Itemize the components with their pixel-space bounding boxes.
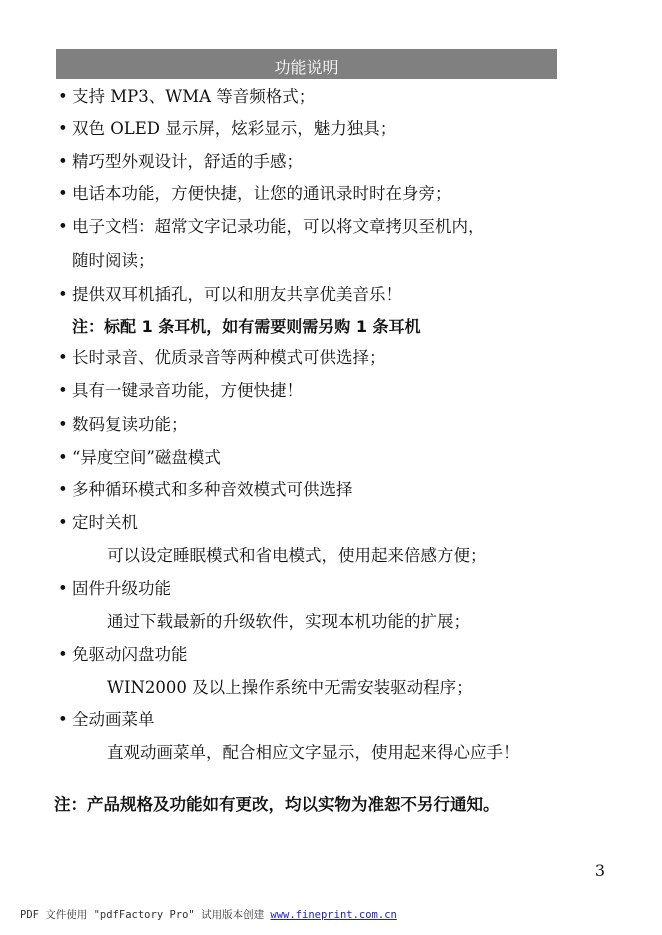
feature-text: 全动画菜单	[72, 710, 155, 729]
pdf-footer	[20, 907, 397, 923]
bullet: •	[58, 381, 68, 400]
feature-detail: 直观动画菜单，配合相应文字显示，使用起来得心应手！	[107, 743, 520, 762]
feature-item	[58, 86, 315, 108]
bullet: •	[58, 513, 68, 532]
feature-item	[58, 644, 188, 666]
feature-detail: 通过下载最新的升级软件，实现本机功能的扩展；	[107, 612, 470, 631]
footer-link[interactable]: www.fineprint.com.cn	[270, 909, 397, 921]
bullet: •	[58, 448, 68, 467]
footer-text: PDF 文件使用 "pdfFactory Pro" 试用版本创建	[20, 909, 265, 921]
feature-item	[58, 578, 171, 600]
bullet: •	[58, 152, 68, 171]
feature-item	[58, 709, 155, 731]
feature-item	[58, 479, 353, 501]
feature-item	[58, 512, 138, 534]
bullet: •	[58, 184, 68, 203]
feature-item	[58, 347, 386, 369]
bullet: •	[58, 119, 68, 138]
feature-text: 多种循环模式和多种音效模式可供选择	[72, 480, 353, 499]
feature-text: 具有一键录音功能，方便快捷！	[72, 381, 303, 400]
feature-note: 注：标配 1 条耳机，如有需要则需另购 1 条耳机	[72, 317, 421, 336]
feature-item	[58, 284, 402, 306]
bullet: •	[58, 710, 68, 729]
feature-text: 电话本功能，方便快捷，让您的通讯录时时在身旁；	[72, 184, 452, 203]
bullet: •	[58, 579, 68, 598]
bullet: •	[58, 348, 68, 367]
feature-text: 数码复读功能；	[72, 415, 188, 434]
bullet: •	[58, 480, 68, 499]
bullet: •	[58, 87, 68, 106]
bullet: •	[58, 415, 68, 434]
bullet: •	[58, 285, 68, 304]
feature-text: 长时录音、优质录音等两种模式可供选择；	[72, 348, 386, 367]
feature-item	[58, 380, 303, 402]
feature-text: 固件升级功能	[72, 579, 171, 598]
feature-text: “异度空间”磁盘模式	[72, 448, 221, 467]
feature-item	[58, 118, 396, 140]
feature-detail: WIN2000 及以上操作系统中无需安装驱动程序；	[107, 678, 473, 697]
feature-item	[58, 151, 303, 173]
feature-text: 支持 MP3、WMA 等音频格式；	[72, 87, 316, 106]
feature-item	[58, 447, 221, 469]
feature-item	[58, 183, 452, 205]
section-title: 功能说明	[56, 49, 557, 79]
feature-text: 电子文档：超常文字记录功能，可以将文章拷贝至机内，	[72, 217, 485, 236]
page-number: 3	[594, 861, 605, 880]
feature-text: 精巧型外观设计，舒适的手感；	[72, 152, 303, 171]
feature-continuation: 随时阅读；	[72, 251, 155, 270]
feature-text: 提供双耳机插孔，可以和朋友共享优美音乐！	[72, 285, 402, 304]
feature-text: 免驱动闪盘功能	[72, 645, 188, 664]
feature-text: 定时关机	[72, 513, 138, 532]
bullet: •	[58, 645, 68, 664]
feature-detail: 可以设定睡眠模式和省电模式，使用起来倍感方便；	[107, 546, 487, 565]
feature-item	[58, 216, 485, 238]
bullet: •	[58, 217, 68, 236]
disclaimer-notice: 注：产品规格及功能如有更改，均以实物为准恕不另行通知。	[54, 795, 500, 814]
feature-text: 双色 OLED 显示屏，炫彩显示，魅力独具；	[72, 119, 397, 138]
feature-item	[58, 414, 188, 436]
